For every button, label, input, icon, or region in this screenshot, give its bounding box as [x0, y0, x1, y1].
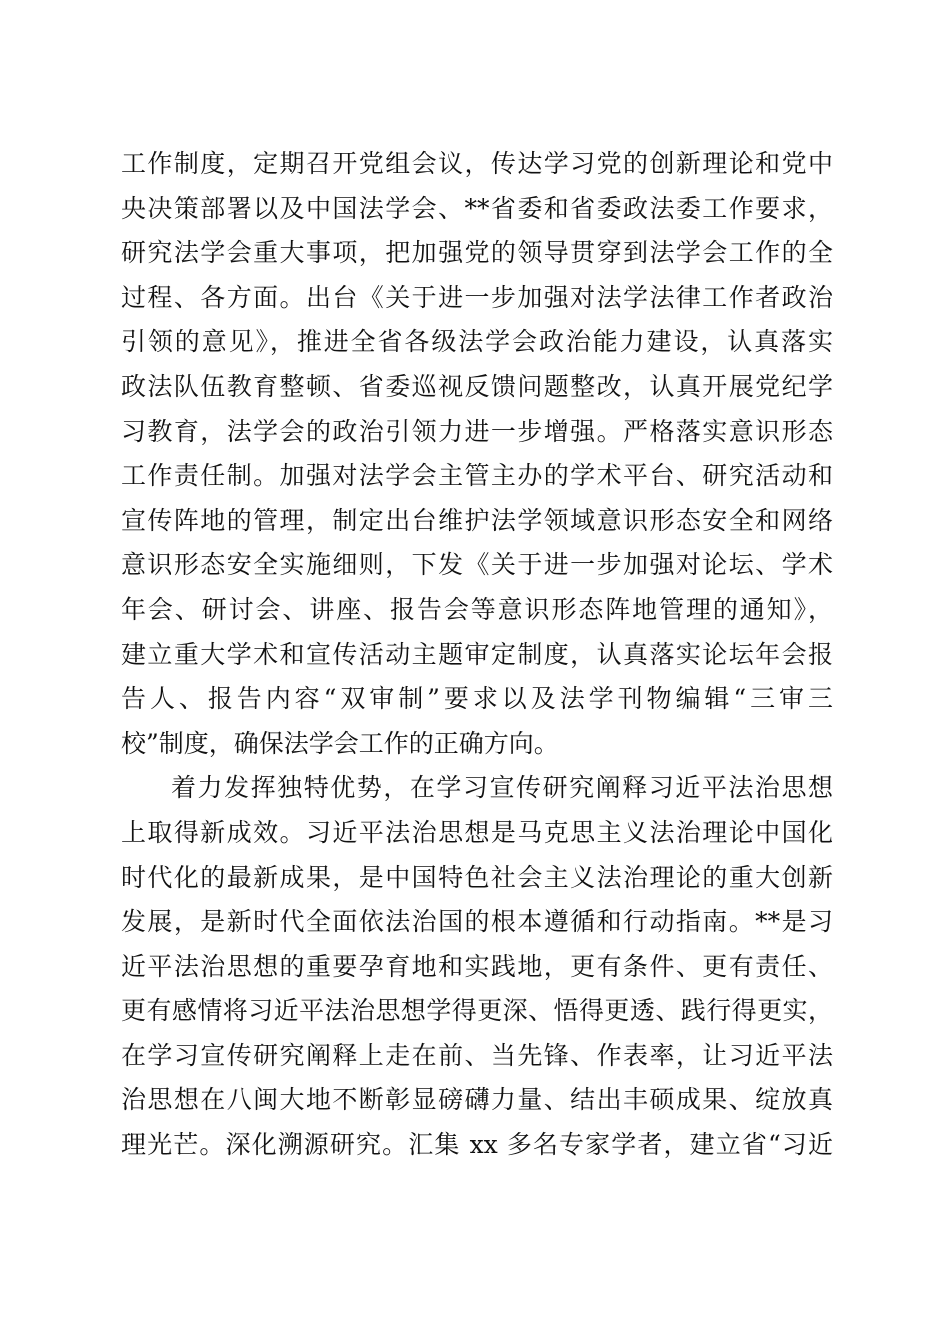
- text-line: 治思想在八闽大地不断彰显磅礴力量、结出丰硕成果、绽放真: [121, 1085, 833, 1115]
- text-line: 引领的意见》，推进全省各级法学会政治能力建设，认真落实: [121, 327, 833, 357]
- text-line: 研究法学会重大事项，把加强党的领导贯穿到法学会工作的全: [121, 238, 833, 268]
- text-line: 发展，是新时代全面依法治国的根本遵循和行动指南。**是习: [121, 907, 833, 937]
- text-line: 建立重大学术和宣传活动主题审定制度，认真落实论坛年会报: [121, 639, 833, 669]
- text-line: 告人、报告内容“双审制”要求以及法学刊物编辑“三审三: [121, 684, 833, 714]
- document-body: [121, 142, 833, 1168]
- text-line: 意识形态安全实施细则，下发《关于进一步加强对论坛、学术: [121, 550, 833, 580]
- text-line: 政法队伍教育整顿、省委巡视反馈问题整改，认真开展党纪学: [121, 371, 833, 401]
- text-line: 工作责任制。加强对法学会主管主办的学术平台、研究活动和: [121, 461, 833, 491]
- text-line: 理光芒。深化溯源研究。汇集 xx 多名专家学者，建立省“习近: [121, 1130, 833, 1160]
- text-line: 年会、研讨会、讲座、报告会等意识形态阵地管理的通知》，: [121, 594, 833, 624]
- text-line: 工作制度，定期召开党组会议，传达学习党的创新理论和党中: [121, 149, 833, 178]
- text-line: 过程、各方面。出台《关于进一步加强对法学法律工作者政治: [121, 282, 833, 312]
- text-line: 更有感情将习近平法治思想学得更深、悟得更透、践行得更实，: [121, 996, 833, 1026]
- text-line: 上取得新成效。习近平法治思想是马克思主义法治理论中国化: [121, 817, 833, 847]
- paragraph-2: [121, 766, 833, 1167]
- text-line: 习教育，法学会的政治引领力进一步增强。严格落实意识形态: [121, 416, 833, 446]
- text-line: 时代化的最新成果，是中国特色社会主义法治理论的重大创新: [121, 862, 833, 892]
- text-line: 央决策部署以及中国法学会、**省委和省委政法委工作要求，: [121, 193, 833, 223]
- text-line: 宣传阵地的管理，制定出台维护法学领域意识形态安全和网络: [121, 505, 833, 535]
- text-line: 在学习宣传研究阐释上走在前、当先锋、作表率，让习近平法: [121, 1040, 833, 1070]
- paragraph-1: [121, 142, 833, 766]
- text-line: 校”制度，确保法学会工作的正确方向。: [121, 728, 559, 758]
- text-line: 近平法治思想的重要孕育地和实践地，更有条件、更有责任、: [121, 951, 833, 981]
- text-line: 着力发挥独特优势，在学习宣传研究阐释习近平法治思想: [171, 773, 833, 803]
